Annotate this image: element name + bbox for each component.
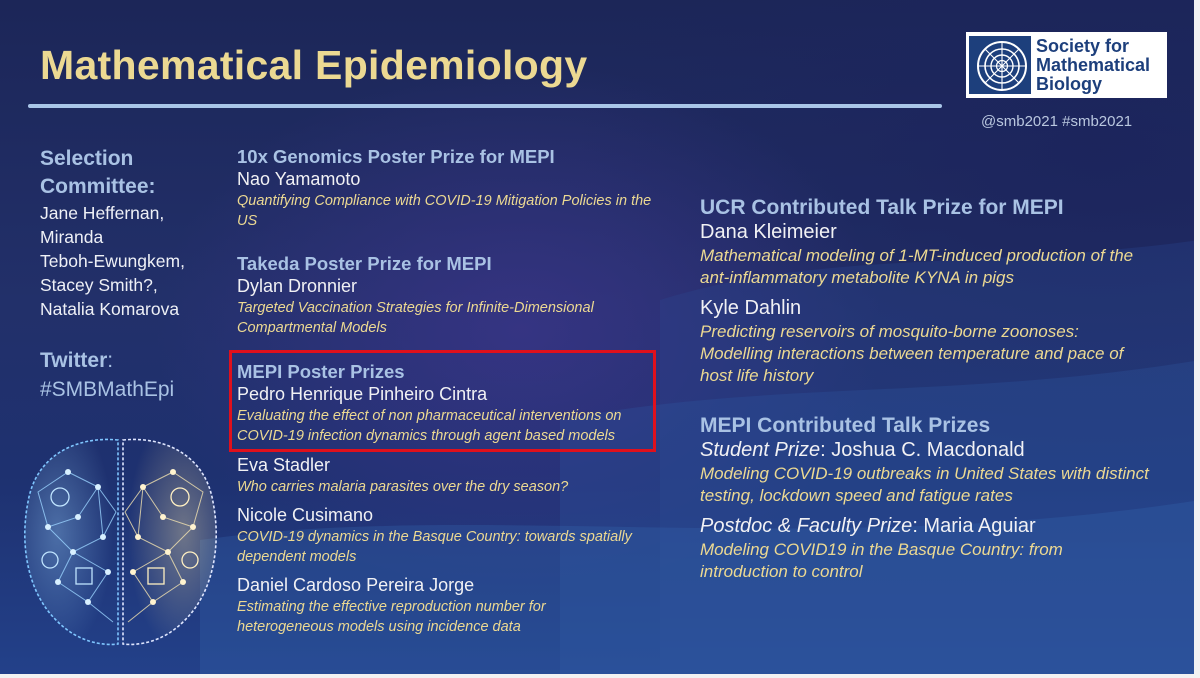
award-work-title: Modeling COVID19 in the Basque Country: from introduction to control (700, 540, 1063, 581)
awardee-name: : Maria Aguiar (912, 515, 1036, 537)
award-work-title: Predicting reservoirs of mosquito-borne zoonoses: Modelling interactions between temperature and pace of host life history (700, 322, 1124, 385)
awardee-name: Nicole Cusimano (237, 505, 374, 525)
award-nicole-cusimano (237, 504, 667, 567)
awardee-name: Eva Stadler (237, 455, 331, 475)
award-takeda (237, 252, 647, 338)
twitter-label: Twitter (40, 349, 108, 372)
awardee-name: Dylan Dronnier (237, 276, 358, 296)
award-work-title: Quantifying Compliance with COVID-19 Mitigation Policies in the US (237, 193, 652, 229)
award-10x-genomics (237, 145, 667, 231)
twitter-heading (40, 347, 113, 375)
award-work-title: COVID-19 dynamics in the Basque Country: towards spatially dependent models (237, 529, 632, 565)
brain-circuit-illustration (18, 432, 223, 654)
awardee-name: Daniel Cardoso Pereira Jorge (237, 575, 475, 595)
slide-title: Mathematical Epidemiology (40, 42, 588, 88)
frame-edge-right (1194, 0, 1200, 678)
award-postdoc-faculty-talk (700, 514, 1130, 583)
awardee-name: Nao Yamamoto (237, 169, 361, 189)
award-heading: MEPI Poster Prizes (237, 361, 405, 382)
award-work-title: Who carries malaria parasites over the dry season? (237, 479, 569, 495)
committee-members (40, 201, 220, 321)
awardee-name: : Joshua C. Macdonald (820, 439, 1025, 461)
award-heading: UCR Contributed Talk Prize for MEPI (700, 196, 1064, 219)
award-ucr-talk (700, 195, 1160, 289)
committee-member: Jane Heffernan, (40, 203, 165, 223)
award-heading: 10x Genomics Poster Prize for MEPI (237, 146, 555, 167)
committee-member: Stacey Smith?, (40, 275, 158, 295)
award-eva-stadler (237, 454, 657, 497)
committee-member: Natalia Komarova (40, 299, 180, 319)
committee-heading-line-2: Committee: (40, 175, 156, 198)
award-work-title: Evaluating the effect of non pharmaceutical interventions on COVID-19 infection dynamics through agent based models (237, 408, 622, 444)
award-student-talk (700, 413, 1150, 507)
twitter-hashtag: #SMBMathEpi (40, 378, 175, 401)
logo-wordmark (1036, 37, 1150, 94)
committee-member: Miranda (40, 227, 104, 247)
award-kyle-dahlin (700, 296, 1150, 387)
award-work-title: Modeling COVID-19 outbreaks in United States with distinct testing, lockdown speed and fatigue rates (700, 464, 1149, 505)
logo-line-2: Mathematical (1036, 55, 1151, 75)
twitter-colon: : (107, 349, 114, 372)
frame-edge-bottom (0, 674, 1200, 678)
award-heading: MEPI Contributed Talk Prizes (700, 414, 991, 437)
smb-logo (966, 32, 1167, 98)
logo-line-3: Biology (1036, 74, 1102, 94)
award-work-title: Estimating the effective reproduction number for heterogeneous models using incidence data (237, 599, 546, 635)
awardee-line (700, 438, 1150, 463)
award-daniel-jorge (237, 574, 617, 637)
nautilus-shell-icon (969, 36, 1031, 94)
conference-handles: @smb2021 #smb2021 (981, 113, 1133, 130)
committee-heading (40, 145, 220, 201)
title-underline (28, 104, 942, 108)
awardee-name: Dana Kleimeier (700, 221, 837, 243)
awardee-name: Kyle Dahlin (700, 297, 802, 319)
prize-category: Student Prize (700, 439, 821, 461)
award-work-title: Mathematical modeling of 1-MT-induced production of the ant-inflammatory metabolite KYNA in pigs (700, 246, 1134, 287)
awardee-name: Pedro Henrique Pinheiro Cintra (237, 384, 488, 404)
highlight-box (229, 350, 656, 452)
committee-heading-line-1: Selection (40, 147, 134, 170)
committee-member: Teboh-Ewungkem, (40, 251, 185, 271)
awardee-line (700, 514, 1130, 539)
award-work-title: Targeted Vaccination Strategies for Infinite-Dimensional Compartmental Models (237, 300, 594, 336)
prize-category: Postdoc & Faculty Prize (700, 515, 913, 537)
logo-line-1: Society for (1036, 36, 1130, 56)
award-heading: Takeda Poster Prize for MEPI (237, 253, 492, 274)
